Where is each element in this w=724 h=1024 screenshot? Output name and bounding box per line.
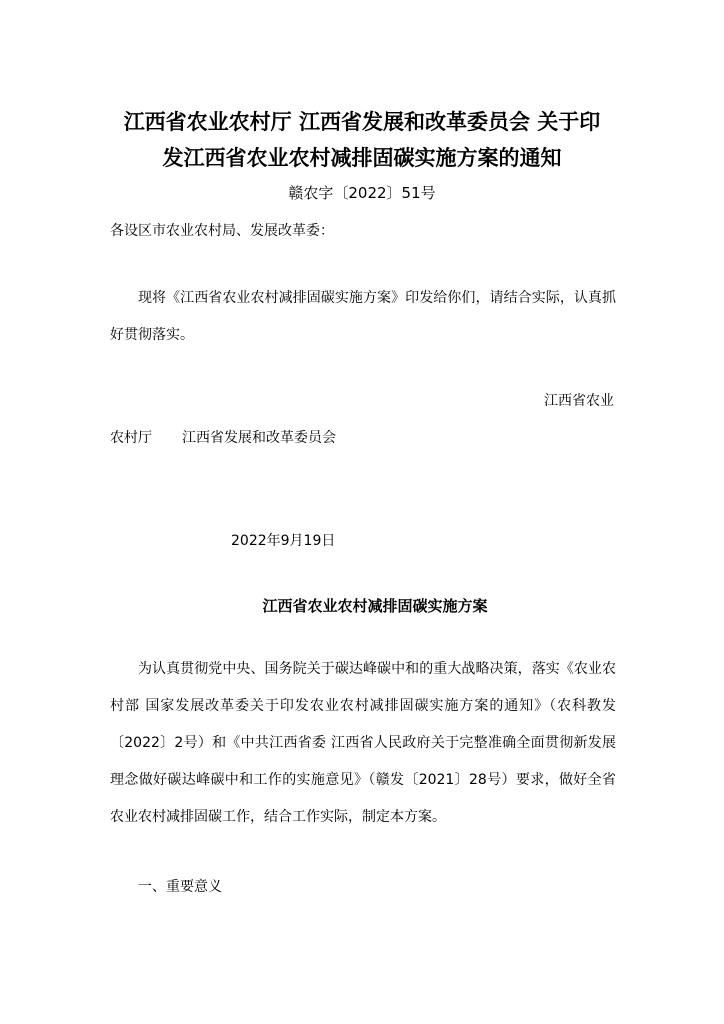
signature-line-2-part-1: 农村厅 bbox=[110, 430, 152, 446]
addressee: 各设区市农业农村局、发展改革委： bbox=[110, 223, 334, 239]
section-heading: 一、重要意义 bbox=[138, 879, 222, 895]
plan-intro-paragraph: 为认真贯彻党中央、国务院关于碳达峰碳中和的重大战略决策，落实《农业农村部 国家发展改革委关于印发农业农村减排固碳实施方案的通知》（农科教发〔2022〕2号）和《中共江西省委 江西省人民政府关于完整准确全面贯彻新发展理念做好碳达峰碳中和工作的实施意见》（赣发〔2021〕28号）要求，做好全省农业农村减排固碳工作，结合工作实际，制定本方案。 bbox=[110, 661, 616, 825]
plan-title: 江西省农业农村减排固碳实施方案 bbox=[262, 597, 488, 615]
signature-line-2 bbox=[110, 428, 336, 448]
notice-paragraph: 现将《江西省农业农村减排固碳实施方案》印发给你们，请结合实际，认真抓好贯彻落实。 bbox=[110, 290, 616, 343]
signature-line-2-part-2: 江西省发展和改革委员会 bbox=[182, 430, 336, 446]
document-title bbox=[100, 104, 624, 176]
document-number: 赣农字〔2022〕51号 bbox=[288, 184, 436, 202]
signature-line-1: 江西省农业 bbox=[544, 393, 614, 409]
title-line-2: 发江西省农业农村减排固碳实施方案的通知 bbox=[162, 146, 562, 170]
issue-date: 2022年9月19日 bbox=[231, 533, 336, 549]
title-line-1: 江西省农业农村厅 江西省发展和改革委员会 关于印 bbox=[123, 110, 601, 134]
